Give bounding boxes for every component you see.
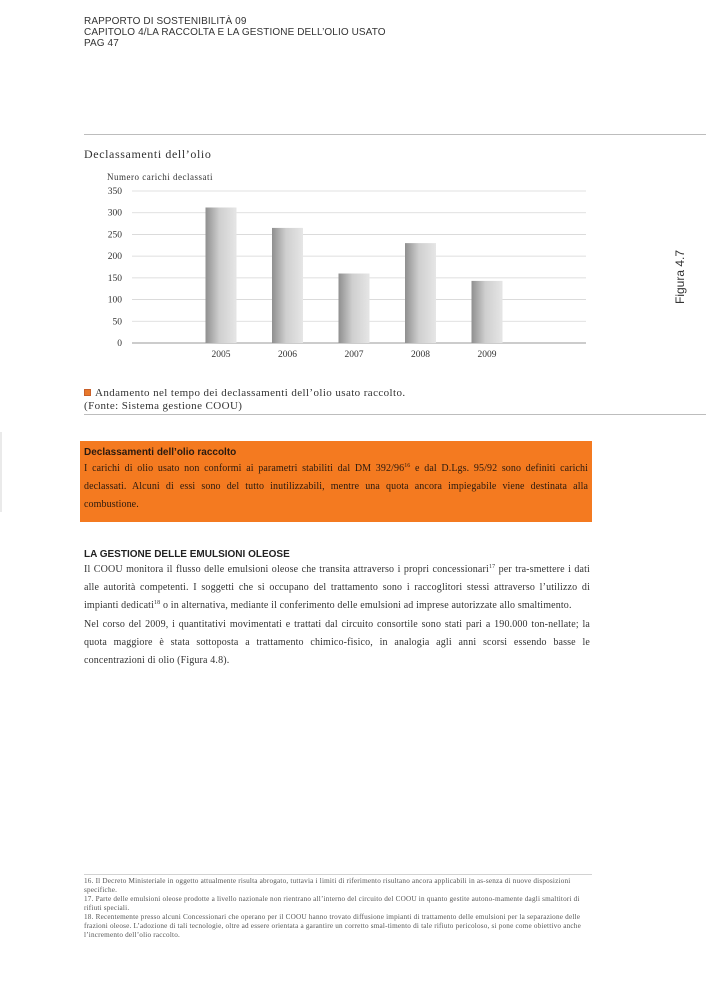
footnote-16: 16. Il Decreto Ministeriale in oggetto attualmente risulta abrogato, tuttavia i limiti di riferimento risultano ancora applicabili in as-senza di nuove disposizioni specifiche.	[84, 877, 571, 894]
paragraph-2: Nel corso del 2009, i quantitativi movimentati e trattati dal circuito consortile sono stati pari a 190.000 ton-nellate; la quota maggiore è stata sottoposta a trattamento chimico-fisico, in analogia agli anni scorsi essendo basse le concentrazioni di olio (Figura 4.8).	[84, 618, 590, 667]
paragraph-text: Il COOU monitora il flusso delle emulsioni oleose che transita attraverso i propri concessionari	[84, 564, 489, 575]
y-tick-label: 50	[112, 317, 122, 328]
figure-bottom-rule	[84, 414, 706, 415]
chapter-title: CAPITOLO 4/LA RACCOLTA E LA GESTIONE DELL’OLIO USATO	[84, 27, 386, 38]
x-tick-label: 2008	[411, 350, 430, 360]
footnote-ref-16: 16	[404, 463, 411, 469]
running-header	[84, 16, 386, 49]
y-tick-label: 350	[107, 187, 122, 197]
y-tick-label: 150	[107, 273, 122, 284]
footnote-ref-17: 17	[488, 564, 496, 570]
chart-title: Declassamenti dell’olio	[84, 147, 212, 161]
y-tick-label: 200	[107, 252, 122, 263]
definition-box	[80, 441, 592, 522]
x-tick-label: 2009	[477, 350, 497, 360]
section-body	[84, 561, 590, 670]
paragraph-1	[84, 561, 590, 616]
footnote-ref-18: 18	[154, 600, 161, 607]
x-tick-label: 2005	[211, 350, 231, 360]
x-tick-label: 2006	[278, 350, 297, 360]
bar-2009	[472, 281, 503, 343]
y-tick-label: 250	[107, 230, 122, 241]
bar-2008	[405, 243, 436, 343]
footnotes	[84, 874, 592, 940]
page-edge-mark	[0, 432, 2, 512]
chart-y-axis-label: Numero carichi declassati	[107, 172, 213, 182]
footnote-17: 17. Parte delle emulsioni oleose prodotte a livello nazionale non rientrano all’interno del circuito del COOU in quanto gestite autono-mamente dagli smaltitori di rifiuti speciali.	[84, 895, 580, 912]
caption-line-1: Andamento nel tempo dei declassamenti dell’olio usato raccolto.	[95, 387, 406, 399]
box-text-part: e dal D.Lgs. 95/92 sono definiti carichi declassati. Alcuni di essi sono del tutto inutilizzabili, mentre una quota ancora impiegabile viene destinata alla combustione.	[84, 463, 588, 510]
footnote-18: 18. Recentemente presso alcuni Concessionari che operano per il COOU hanno trovato diffusione impianti di trattamento delle emulsioni per la separazione delle frazioni oleose. L’adozione di tali tecnologie, oltre ad essere orientata a garantire un corretto smal-timento di tale rifiuto pericoloso, si pone come obiettivo anche l’incremento dell’olio raccolto.	[84, 913, 581, 939]
definition-box-title: Declassamenti dell’olio raccolto	[84, 447, 237, 458]
figure-caption	[84, 387, 406, 413]
bar-2005	[206, 208, 237, 343]
y-tick-label: 300	[107, 208, 122, 219]
figure-number: Figura 4.7	[673, 249, 687, 305]
page-number: PAG 47	[84, 38, 119, 49]
definition-box-text	[84, 460, 588, 514]
section-heading: LA GESTIONE DELLE EMULSIONI OLEOSE	[84, 549, 290, 560]
caption-source: (Fonte: Sistema gestione COOU)	[84, 400, 243, 412]
figure-top-rule	[84, 134, 706, 135]
paragraph-text: o in alternativa, mediante il conferimento delle emulsioni ad imprese autorizzate allo smaltimento.	[160, 600, 572, 612]
y-tick-label: 100	[107, 295, 122, 306]
bar-chart	[84, 182, 604, 362]
bar-2006	[272, 228, 303, 343]
bar-2007	[339, 274, 370, 343]
legend-square-icon	[84, 389, 91, 396]
figure-label	[672, 242, 688, 312]
report-title: RAPPORTO DI SOSTENIBILITÀ 09	[84, 16, 247, 27]
paragraph-text: per tra-smettere i dati alle autorità competenti. I soggetti che si occupano del trattamento sono i raccoglitori stessi attraverso l’utilizzo di impianti dedicati	[84, 564, 590, 612]
box-text-part: I carichi di olio usato non conformi ai parametri stabiliti dal DM 392/96	[84, 463, 405, 474]
x-tick-label: 2007	[344, 350, 364, 360]
y-tick-label: 0	[117, 339, 122, 349]
